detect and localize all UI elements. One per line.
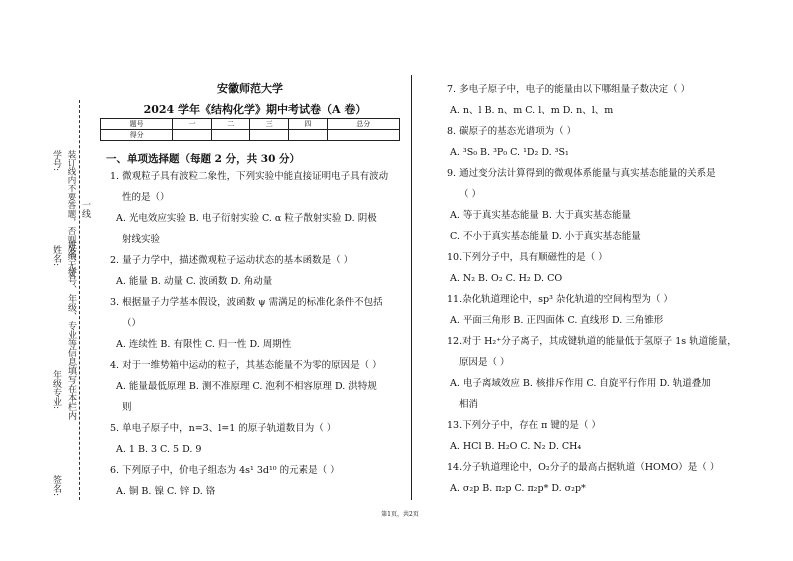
score-cell: 总分 (327, 119, 399, 130)
question-8: 8. 碳原子的基态光谱项为（ ） (447, 126, 577, 137)
page-number: 第1页，共2页 (381, 511, 419, 518)
question-9: 9. 通过变分法计算得到的微观体系能量与真实基态能量的关系是 (447, 168, 716, 179)
signature-label: 签名: (51, 475, 61, 497)
question-5: 5. 单电子原子中，n=3、l=1 的原子轨道数目为（ ） (110, 423, 337, 434)
score-input[interactable] (211, 130, 250, 141)
question-8-options: A. ³S₀ B. ³P₀ C. ¹D₂ D. ³S₁ (450, 147, 569, 158)
question-6: 6. 下列原子中，价电子组态为 4s¹ 3d¹⁰ 的元素是（ ） (110, 465, 340, 476)
question-1-options: A. 光电效应实验 B. 电子衍射实验 C. α 粒子散射实验 D. 阴极 (116, 213, 377, 224)
binding-dashed-line (79, 100, 80, 500)
question-14-options: A. σ₂p B. π₂p C. π₂p* D. σ₂p* (450, 483, 586, 494)
binding-instruction-b: 装订线内不要答题，否则成绩无效 (66, 150, 76, 278)
score-cell: 三 (250, 119, 289, 130)
question-12: 12.对于 H₂⁺分子离子，其成键轨道的能量低于氢原子 1s 轨道能量， (447, 336, 737, 347)
binding-instruction-a: 姓名、学号、年级、专业等信息填写在本栏内 (66, 240, 76, 420)
score-cell: 二 (211, 119, 250, 130)
score-table-score-row (101, 130, 400, 141)
question-4-options-cont: 则 (122, 402, 132, 413)
score-cell: 题号 (101, 119, 173, 130)
question-7: 7. 多电子原子中，电子的能量由以下哪组量子数决定（ ） (447, 84, 691, 95)
question-5-options: A. 1 B. 3 C. 5 D. 9 (116, 444, 202, 455)
score-input[interactable] (173, 130, 212, 141)
major-label: 年级专业: (51, 370, 61, 410)
seal-line-label: 一线 (80, 200, 90, 218)
score-input[interactable] (327, 130, 399, 141)
question-1-options-cont: 射线实验 (122, 234, 161, 245)
question-3: 3. 根据量子力学基本假设，波函数 ψ 需满足的标准化条件不包括 (110, 297, 383, 308)
question-2: 2. 量子力学中，描述微观粒子运动状态的基本函数是（ ） (110, 255, 354, 266)
question-3-cont: （） (122, 318, 142, 329)
question-11: 11.杂化轨道理论中，sp³ 杂化轨道的空间构型为（ ） (447, 294, 673, 305)
score-cell: 得分 (101, 130, 173, 141)
question-2-options: A. 能量 B. 动量 C. 波函数 D. 角动量 (116, 276, 273, 287)
question-9-cont: （ ） (459, 189, 482, 200)
name-label: 姓名: (51, 245, 61, 267)
question-4: 4. 对于一维势箱中运动的粒子，其基态能量不为零的原因是（ ） (110, 360, 382, 371)
score-table-header-row (101, 119, 400, 130)
column-divider (411, 75, 412, 500)
question-13: 13.下列分子中，存在 π 键的是（ ） (447, 420, 601, 431)
score-input[interactable] (250, 130, 289, 141)
question-9-options: A. 等于真实基态能量 B. 大于真实基态能量 (450, 210, 631, 221)
question-4-options: A. 能量最低原理 B. 测不准原理 C. 泡利不相容原理 D. 洪特规 (116, 381, 377, 392)
question-1-cont: 性的是（） (122, 192, 170, 203)
score-cell: 一 (173, 119, 212, 130)
question-12-options: A. 电子离域效应 B. 核排斥作用 C. 自旋平行作用 D. 轨道叠加 (450, 378, 711, 389)
score-cell: 四 (289, 119, 328, 130)
question-13-options: A. HCl B. H₂O C. N₂ D. CH₄ (450, 441, 582, 452)
question-10: 10.下列分子中，具有顺磁性的是（ ） (447, 252, 608, 263)
section-title: 一、单项选择题（每题 2 分，共 30 分） (106, 153, 301, 165)
score-input[interactable] (289, 130, 328, 141)
student-id-label: 学号: (51, 150, 61, 172)
score-table (100, 118, 400, 141)
question-7-options: A. n、l B. n、m C. l、m D. n、l、m (450, 105, 614, 116)
question-3-options: A. 连续性 B. 有限性 C. 归一性 D. 周期性 (116, 339, 292, 350)
question-10-options: A. N₂ B. O₂ C. H₂ D. CO (450, 273, 563, 284)
question-12-cont: 原因是（ ） (459, 357, 510, 368)
question-11-options: A. 平面三角形 B. 正四面体 C. 直线形 D. 三角锥形 (450, 315, 664, 326)
question-1: 1. 微观粒子具有波粒二象性，下列实验中能直接证明电子具有波动 (110, 171, 389, 182)
university-name: 安徽师范大学 (217, 82, 283, 95)
exam-title: 2024 学年《结构化学》期中考试卷（A 卷） (143, 103, 367, 116)
question-9-options-cont: C. 不小于真实基态能量 D. 小于真实基态能量 (450, 231, 641, 242)
question-12-options-cont: 相消 (459, 399, 479, 410)
question-6-options: A. 铜 B. 镍 C. 锌 D. 铬 (116, 486, 216, 497)
question-14: 14.分子轨道理论中，O₂分子的最高占据轨道（HOMO）是（ ） (447, 462, 720, 473)
